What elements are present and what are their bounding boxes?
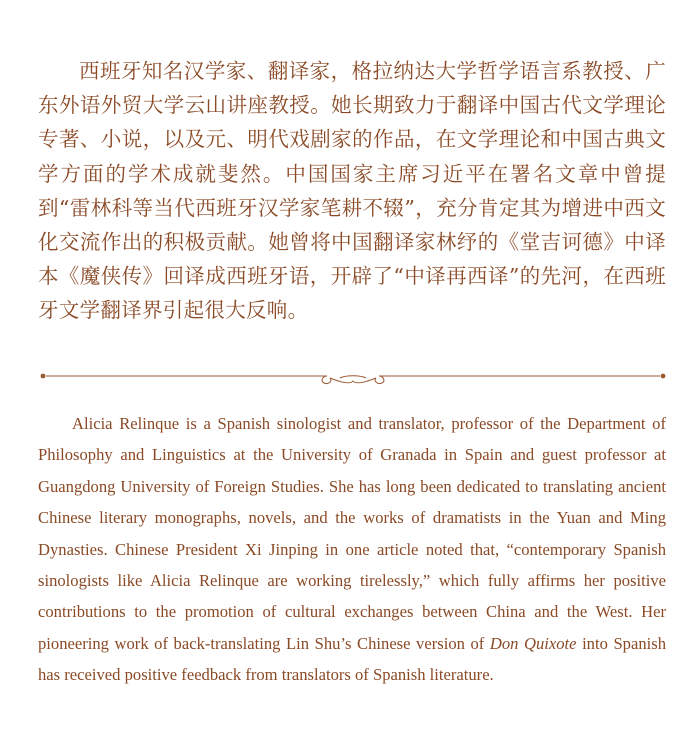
english-text-end: into Spanish has received positive feedback from translators of Spanish literature. [38,633,666,685]
book-title: Don Quixote [489,633,577,653]
ornamental-divider [40,365,666,389]
english-text-main: Alicia Relinque is a Spanish sinologist and translator, professor of the Department of Philosophy and Linguistics at the University of Granada in Spain and guest professor at Guangdong University of Foreign Studies. She has long been dedicated to translating ancient Chinese literary monographs, novels, and the works of dramatists in the Yuan and Ming Dynasties. Chinese President Xi Jinping in one article noted that, “contemporary Spanish sinologists like Alicia Relinque are working tirelessly,” which fully affirms her positive contributions to the promotion of cultural exchanges between China and the West. Her pioneering work of back-translating Lin Shu’s Chinese version of [38,414,666,653]
english-paragraph [38,408,666,691]
chinese-paragraph: 西班牙知名汉学家、翻译家，格拉纳达大学哲学语言系教授、广东外语外贸大学云山讲座教授。她长期致力于翻译中国古代文学理论专著、小说，以及元、明代戏剧家的作品，在文学理论和中国古典文学方面的学术成就斐然。中国国家主席习近平在署名文章中曾提到“雷林科等当代西班牙汉学家笔耕不辍”，充分肯定其为增进中西文化交流作出的积极贡献。她曾将中国翻译家林纾的《堂吉诃德》中译本《魔侠传》回译成西班牙语，开辟了“中译再西译”的先河，在西班牙文学翻译界引起很大反响。 [38,59,666,323]
